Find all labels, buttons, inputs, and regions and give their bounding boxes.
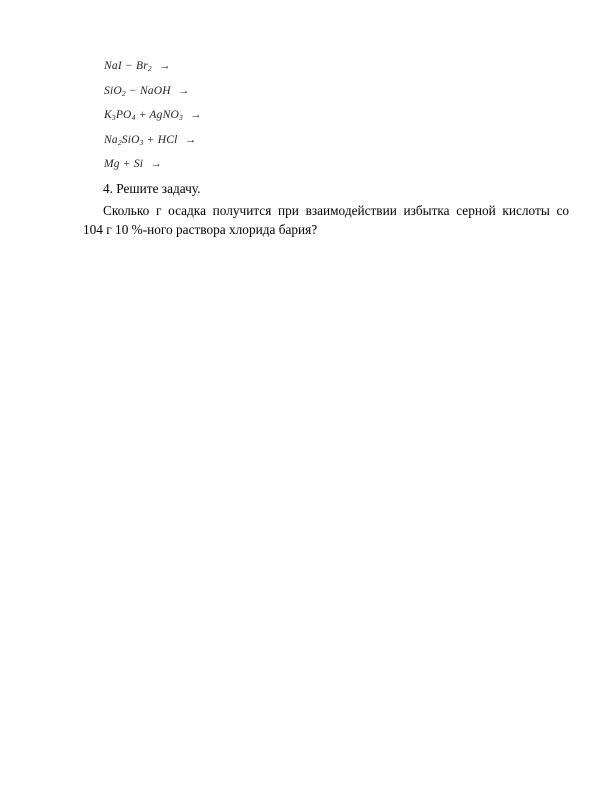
eq-formula-part: Br xyxy=(135,60,148,72)
reaction-equations-list xyxy=(104,56,202,179)
eq-subscript: 2 xyxy=(117,137,122,147)
equation-sio2-naoh xyxy=(104,81,202,106)
task-text-line-2: 104 г 10 %-ного раствора хлорида бария? xyxy=(83,222,318,237)
equation-na2sio3-hcl xyxy=(104,130,202,155)
eq-formula-part: K xyxy=(104,109,112,121)
eq-formula-part: − xyxy=(125,84,140,97)
equation-nai-br2 xyxy=(104,56,202,81)
eq-formula-part: + AgNO xyxy=(135,109,179,121)
eq-subscript: 3 xyxy=(178,113,183,122)
eq-formula-part: NaI xyxy=(104,60,122,72)
eq-formula-part: + HCl xyxy=(143,133,178,146)
eq-formula-part: PO xyxy=(115,109,132,121)
eq-subscript: 3 xyxy=(139,137,144,147)
reaction-arrow: → xyxy=(184,133,197,146)
equation-k3po4-agno3 xyxy=(104,105,202,130)
eq-subscript: 3 xyxy=(111,113,116,122)
eq-subscript: 4 xyxy=(131,113,136,122)
reaction-arrow: → xyxy=(150,158,162,170)
eq-formula-part: NaOH xyxy=(139,84,171,97)
task-heading: 4. Решите задачу. xyxy=(103,181,201,196)
reaction-arrow: → xyxy=(177,84,190,97)
task-text-line-1: Сколько г осадка получится при взаимодействии избытка серной кислоты со xyxy=(103,203,569,218)
eq-subscript: 2 xyxy=(121,88,126,98)
eq-formula-part: SiO xyxy=(121,133,140,146)
reaction-arrow: → xyxy=(158,60,171,72)
eq-formula-part: Na xyxy=(104,133,118,146)
equation-mg-si xyxy=(104,154,202,179)
reaction-arrow: → xyxy=(190,109,202,121)
eq-formula-part: SiO xyxy=(104,84,122,97)
eq-formula-part: − xyxy=(121,60,136,72)
task-problem-text xyxy=(83,201,569,239)
eq-subscript: 2 xyxy=(147,64,152,73)
eq-formula-part: Mg + Si xyxy=(104,158,144,170)
